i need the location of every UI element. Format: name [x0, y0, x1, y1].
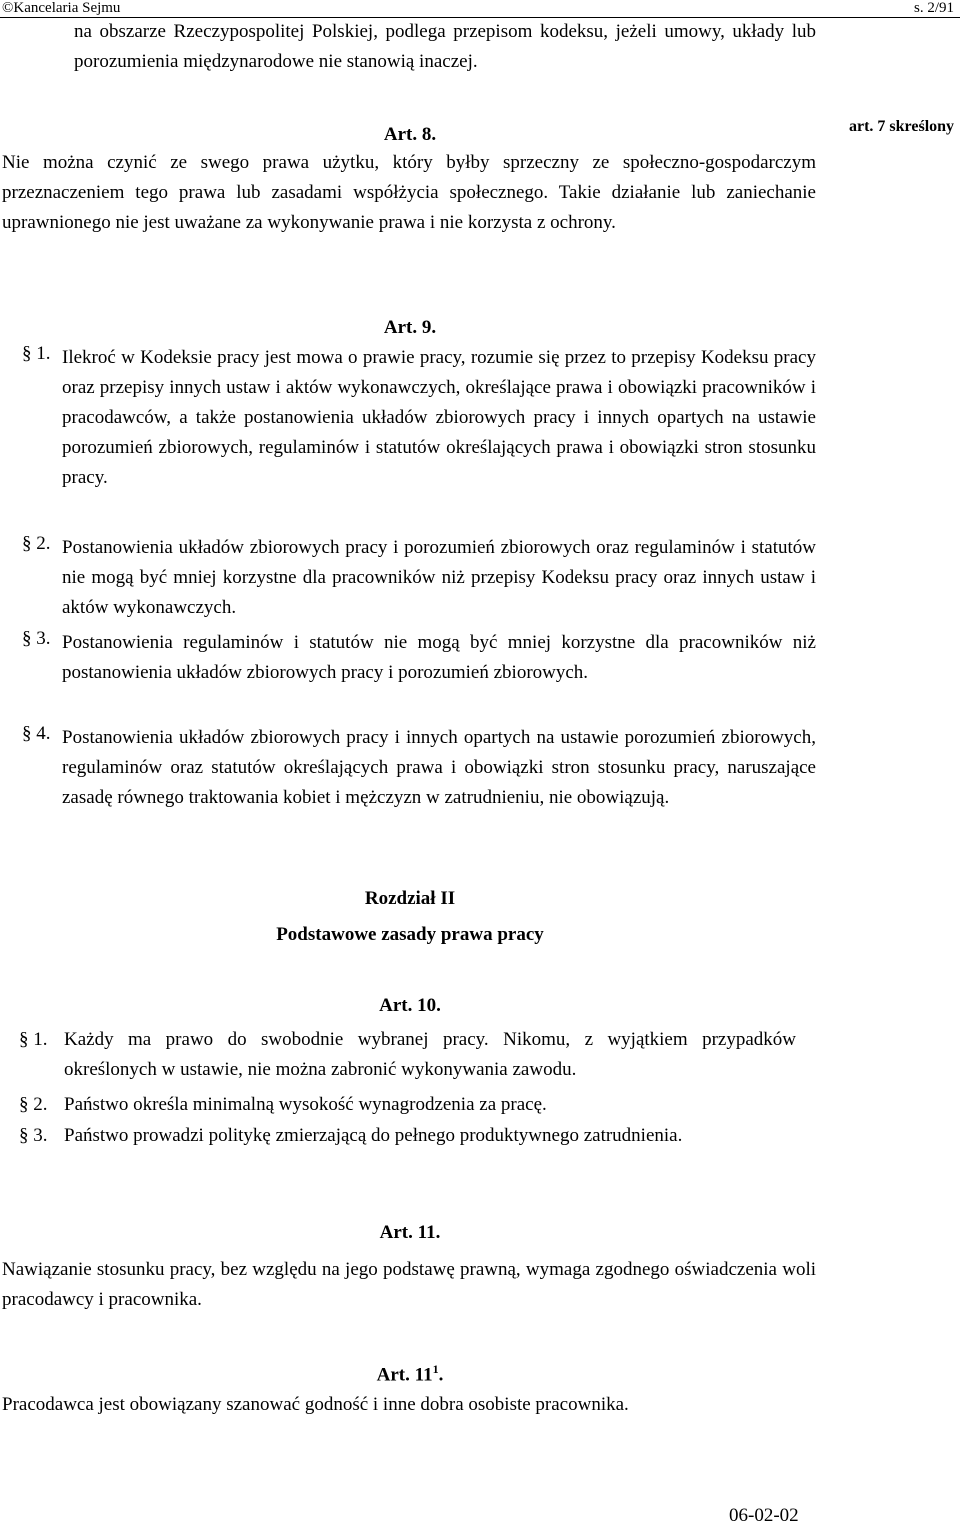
intro-paragraph: na obszarze Rzeczypospolitej Polskiej, podlega przepisom kodeksu, jeżeli umowy, układy lub porozumienia międzynarodowe nie stanowią inaczej.	[74, 21, 816, 72]
art9-par2-text: Postanowienia układów zbiorowych pracy i porozumień zbiorowych oraz regulaminów i statutów nie mogą być mniej korzystne dla pracowników niż przepisy Kodeksu pracy oraz innych ustaw i aktów wykonawczych.	[62, 537, 816, 618]
art9-par4-text: Postanowienia układów zbiorowych pracy i innych opartych na ustawie porozumień zbiorowych, regulaminów oraz statutów określających prawa i obowiązki stron stosunku pracy, naruszające zasadę równego traktowania kobiet i mężczyzn w zatrudnieniu, nie obowiązują.	[62, 727, 816, 808]
art9-par3-text: Postanowienia regulaminów i statutów nie mogą być mniej korzystne dla pracowników niż postanowienia układów zbiorowych pracy i porozumień zbiorowych.	[62, 632, 816, 683]
article-11-1-title	[340, 1354, 480, 1390]
art9-par1-text: Ilekroć w Kodeksie pracy jest mowa o prawie pracy, rozumie się przez to przepisy Kodeksu pracy oraz przepisy innych ustaw i aktów wykonawczych, określające prawa i obowiązki pracowników i pracodawców, a także postanowienia układów zbiorowych pracy i innych opartych na ustawie porozumień zbiorowych, regulaminów i statutów określających prawa i obowiązki stron stosunku pracy.	[62, 347, 816, 488]
art10-par1-number: § 1.	[19, 1029, 48, 1050]
art10-par2-number: § 2.	[19, 1094, 48, 1115]
article-11-1-title-sup: 1	[432, 1362, 439, 1376]
art9-par1-number: § 1.	[22, 343, 51, 364]
article-11-1-title-main: Art. 11	[376, 1364, 433, 1386]
art10-par1-text: Każdy ma prawo do swobodnie wybranej pracy. Nikomu, z wyjątkiem przypadków określonych w ustawie, nie można zabronić wykonywania zawodu.	[64, 1029, 796, 1080]
chapter-number: Rozdział II	[364, 888, 456, 909]
art10-par3-text: Państwo prowadzi politykę zmierzającą do pełnego produktywnego zatrudnienia.	[64, 1125, 683, 1146]
article-11-text: Nawiązanie stosunku pracy, bez względu na jego podstawę prawną, wymaga zgodnego oświadczenia woli pracodawcy i pracownika.	[2, 1259, 816, 1310]
publisher-label: ©Kancelaria Sejmu	[2, 0, 121, 16]
article-10-title: Art. 10.	[379, 995, 441, 1016]
art9-par3-number: § 3.	[22, 628, 51, 649]
chapter-title: Podstawowe zasady prawa pracy	[276, 924, 544, 945]
article-9-title: Art. 9.	[383, 317, 437, 338]
article-8-text: Nie można czynić ze swego prawa użytku, który byłby sprzeczny ze społeczno-gospodarczym przeznaczeniem tego prawa lub zasadami współżycia społecznego. Takie działanie lub zaniechanie uprawnionego nie jest uważane za wykonywanie prawa i nie korzysta z ochrony.	[2, 152, 816, 233]
article-7-margin-note: art. 7 skreślony	[849, 118, 955, 135]
art10-par3-number: § 3.	[19, 1125, 48, 1146]
article-8-title: Art. 8.	[383, 124, 437, 145]
art9-par4-number: § 4.	[22, 723, 51, 744]
article-11-1-title-end: .	[438, 1364, 444, 1386]
article-11-1-text: Pracodawca jest obowiązany szanować godność i inne dobra osobiste pracownika.	[2, 1394, 629, 1415]
art9-par2-number: § 2.	[22, 533, 51, 554]
page-number: s. 2/91	[913, 0, 954, 16]
article-11-title: Art. 11.	[379, 1222, 441, 1243]
art10-par2-text: Państwo określa minimalną wysokość wynagrodzenia za pracę.	[64, 1094, 547, 1115]
footer-code: 06-02-02	[729, 1505, 799, 1526]
